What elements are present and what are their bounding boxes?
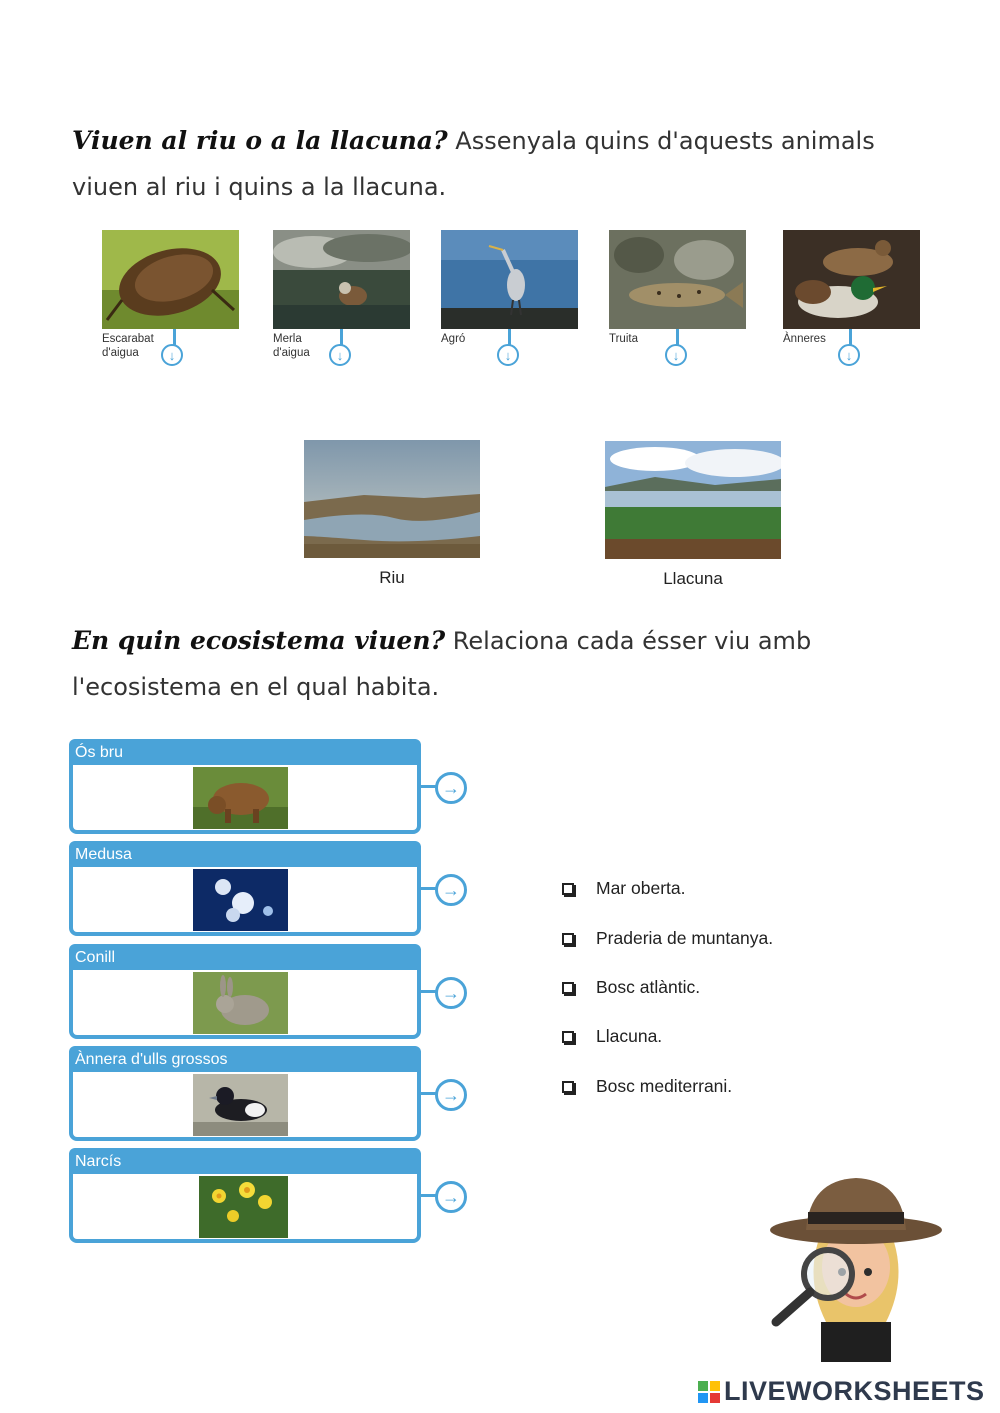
being-name: Medusa	[69, 841, 421, 867]
photo-escarabat	[102, 230, 239, 329]
download-arrow-icon[interactable]: ↓	[161, 344, 183, 366]
being-card-conill	[69, 944, 460, 1039]
match-arrow-icon[interactable]: →	[435, 1079, 467, 1111]
section1-instruction: Assenyala quins d'aquests animals viuen al riu i quins a la llacuna.	[72, 127, 875, 201]
photo-llacuna	[605, 441, 781, 559]
being-card-os-bru	[69, 739, 460, 834]
photo-anneres	[783, 230, 920, 329]
animal-anneres	[783, 230, 923, 370]
animal-label: Escarabat d'aigua	[102, 333, 154, 359]
match-arrow-icon[interactable]: →	[435, 1181, 467, 1213]
being-card-narcis	[69, 1148, 460, 1243]
animal-truita	[609, 230, 749, 370]
section1-title: Viuen al riu o a la llacuna?	[72, 126, 448, 155]
animal-merla	[273, 230, 413, 370]
checkbox-icon[interactable]	[562, 1031, 574, 1043]
being-name: Ànnera d'ulls grossos	[69, 1046, 421, 1072]
download-arrow-icon[interactable]: ↓	[497, 344, 519, 366]
ecosystem-option[interactable]	[562, 1024, 662, 1048]
photo-narcis	[199, 1176, 288, 1238]
ecosystem-label: Bosc atlàntic.	[596, 977, 701, 997]
habitat-llacuna[interactable]	[605, 441, 781, 589]
photo-conill	[193, 972, 288, 1034]
animal-label: Merla d'aigua	[273, 333, 310, 359]
download-arrow-icon[interactable]: ↓	[665, 344, 687, 366]
photo-agro	[441, 230, 578, 329]
ecosystem-option[interactable]	[562, 926, 773, 950]
checkbox-icon[interactable]	[562, 982, 574, 994]
photo-annera	[193, 1074, 288, 1136]
match-arrow-icon[interactable]: →	[435, 977, 467, 1009]
ecosystem-option[interactable]	[562, 975, 700, 999]
section2-title: En quin ecosistema viuen?	[72, 626, 446, 655]
habitat-riu[interactable]	[304, 440, 480, 588]
download-arrow-icon[interactable]: ↓	[838, 344, 860, 366]
match-arrow-icon[interactable]: →	[435, 772, 467, 804]
ecosystem-label: Llacuna.	[596, 1026, 663, 1046]
habitat-caption: Llacuna	[663, 569, 723, 588]
checkbox-icon[interactable]	[562, 883, 574, 895]
detective-avatar	[766, 1172, 946, 1362]
checkbox-icon[interactable]	[562, 1081, 574, 1093]
liveworksheets-logo-icon	[698, 1381, 720, 1403]
section2-instruction: Relaciona cada ésser viu amb l'ecosistema en el qual habita.	[72, 627, 812, 701]
brand-name: LIVEWORKSHEETS	[724, 1376, 985, 1406]
brand-logo	[698, 1376, 985, 1407]
being-card-medusa	[69, 841, 460, 936]
ecosystem-label: Mar oberta.	[596, 878, 686, 898]
animal-agro	[441, 230, 581, 370]
photo-medusa	[193, 869, 288, 931]
photo-merla	[273, 230, 410, 329]
photo-truita	[609, 230, 746, 329]
section1-heading	[72, 118, 932, 210]
match-arrow-icon[interactable]: →	[435, 874, 467, 906]
photo-riu	[304, 440, 480, 558]
animal-escarabat	[102, 230, 242, 370]
being-name: Ós bru	[69, 739, 421, 765]
being-name: Narcís	[69, 1148, 421, 1174]
section2-heading	[72, 618, 932, 710]
animal-label: Agró	[441, 333, 466, 345]
habitat-caption: Riu	[379, 568, 405, 587]
ecosystem-label: Praderia de muntanya.	[596, 928, 774, 948]
ecosystem-label: Bosc mediterrani.	[596, 1076, 733, 1096]
being-name: Conill	[69, 944, 421, 970]
checkbox-icon[interactable]	[562, 933, 574, 945]
ecosystem-option[interactable]	[562, 1074, 732, 1098]
animal-label: Truita	[609, 333, 638, 345]
ecosystem-option[interactable]	[562, 876, 685, 900]
being-card-annera	[69, 1046, 460, 1141]
animal-label: Ànneres	[783, 333, 826, 345]
photo-os-bru	[193, 767, 288, 829]
download-arrow-icon[interactable]: ↓	[329, 344, 351, 366]
